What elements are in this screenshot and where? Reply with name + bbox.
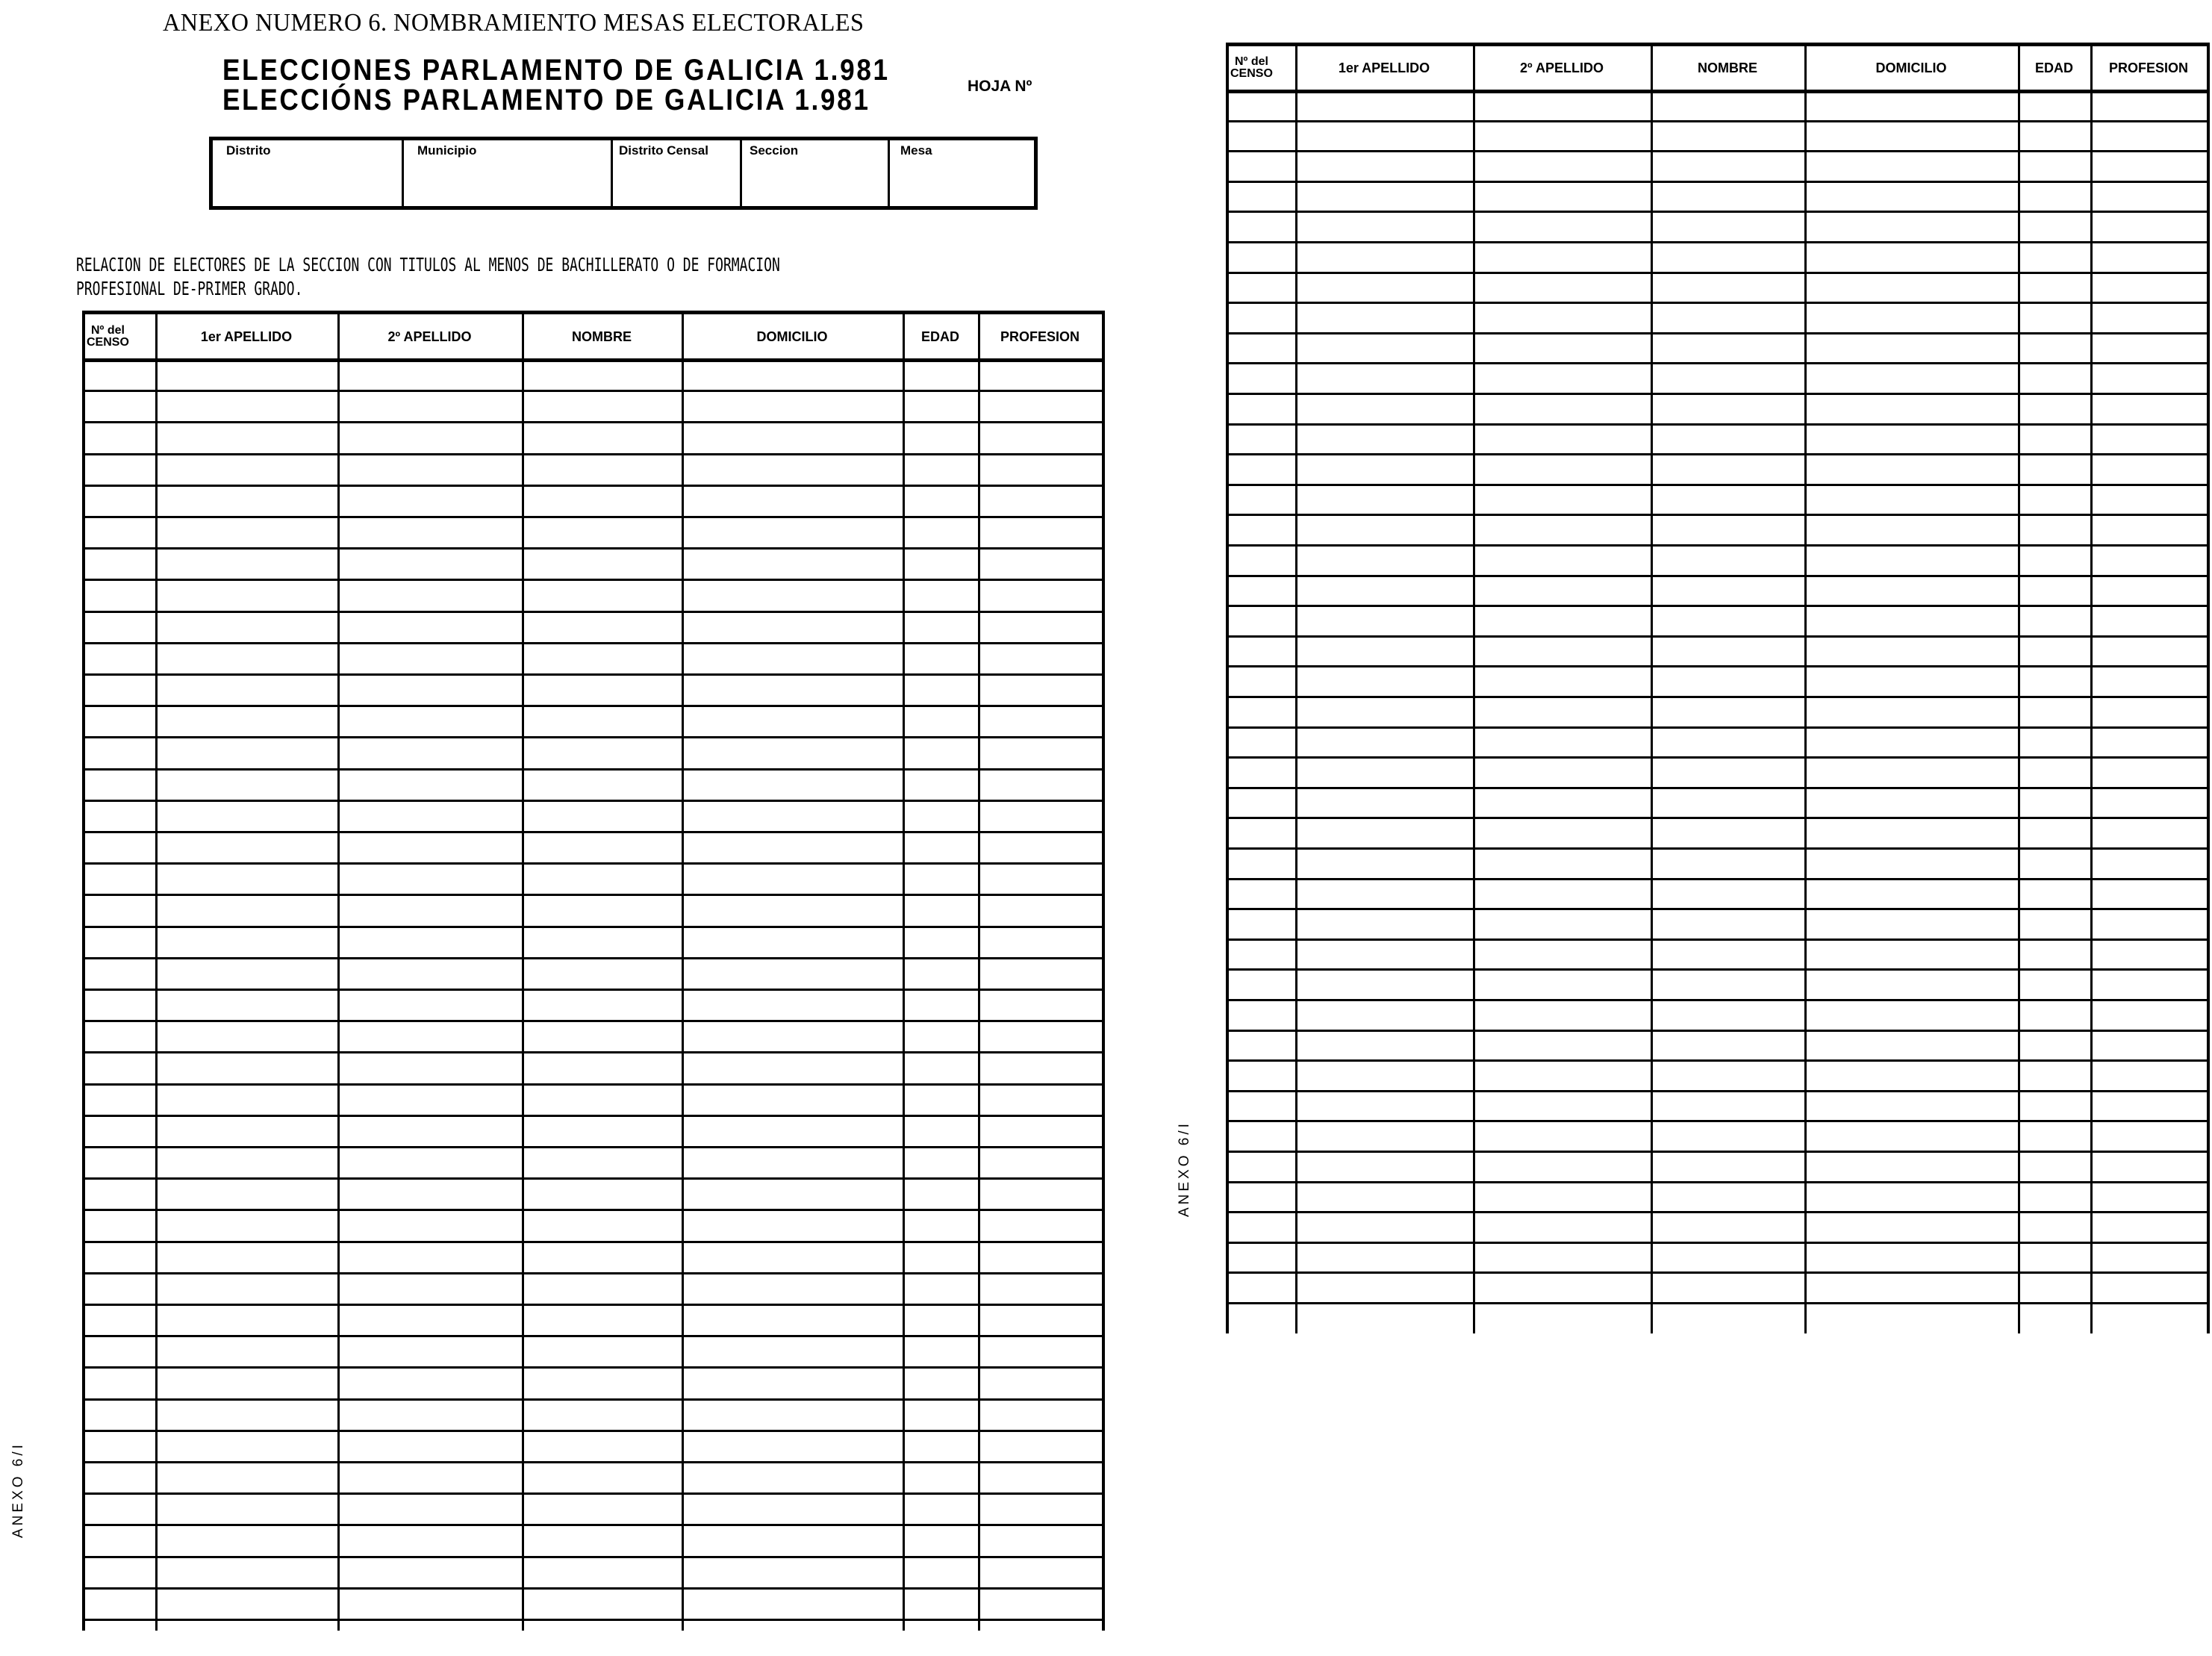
table-row[interactable] xyxy=(1226,608,2207,635)
table-row[interactable] xyxy=(82,1464,1102,1492)
table-row[interactable] xyxy=(1226,759,2207,787)
column-divider xyxy=(1102,311,1105,1631)
table-row-line xyxy=(82,390,1104,392)
table-row[interactable] xyxy=(1226,305,2207,332)
table-row-line xyxy=(1226,635,2209,638)
column-header: NOMBRE xyxy=(1698,60,1757,75)
table-row-line xyxy=(1226,150,2209,152)
table-row[interactable] xyxy=(82,1307,1102,1335)
table-row[interactable] xyxy=(82,645,1102,673)
table-row-line xyxy=(1226,575,2209,577)
column-header: EDAD xyxy=(2034,60,2073,75)
table-row[interactable] xyxy=(1226,1214,2207,1242)
table-row-line xyxy=(1226,1059,2209,1062)
table-row-line xyxy=(1226,938,2209,941)
table-row[interactable] xyxy=(1226,93,2207,120)
column-header: DOMICILIO xyxy=(1875,60,1947,75)
table-row-line xyxy=(82,1492,1104,1495)
table-row-line xyxy=(1226,999,2209,1001)
table-row-line xyxy=(82,1115,1104,1117)
table-row[interactable] xyxy=(82,834,1102,862)
table-row[interactable] xyxy=(1226,335,2207,363)
table-row[interactable] xyxy=(82,1275,1102,1304)
table-row-line xyxy=(82,1398,1104,1401)
table-row-line xyxy=(82,1083,1104,1086)
table-row-line xyxy=(82,1304,1104,1306)
table-row-line xyxy=(1226,241,2209,243)
table-row-line xyxy=(1226,1030,2209,1032)
column-header: DOMICILIO xyxy=(756,329,828,344)
table-row[interactable] xyxy=(1226,275,2207,302)
table-row-line xyxy=(82,453,1104,455)
table-row-line xyxy=(82,894,1104,896)
table-row[interactable] xyxy=(82,960,1102,989)
table-row[interactable] xyxy=(1226,517,2207,544)
table-row[interactable] xyxy=(82,488,1102,516)
annex-label-right: ANEXO 6/I xyxy=(1177,1121,1192,1217)
table-row-line xyxy=(1226,484,2209,486)
table-row[interactable] xyxy=(1226,1033,2207,1060)
table-row[interactable] xyxy=(82,1212,1102,1240)
table-row-line xyxy=(82,1272,1104,1274)
table-row[interactable] xyxy=(82,739,1102,768)
table-row[interactable] xyxy=(1226,1123,2207,1151)
table-row[interactable] xyxy=(82,1401,1102,1430)
table-row-line xyxy=(1226,817,2209,819)
table-row-line xyxy=(1226,423,2209,426)
table-row-line xyxy=(1226,272,2209,274)
table-row[interactable] xyxy=(82,676,1102,705)
table-row-line xyxy=(82,1209,1104,1211)
table-row-line xyxy=(1226,1151,2209,1153)
field-municipio[interactable]: Municipio xyxy=(404,140,613,206)
table-row[interactable] xyxy=(1226,426,2207,454)
column-header: 1er APELLIDO xyxy=(200,329,293,344)
table-row-line xyxy=(1226,1242,2209,1244)
table-row-line xyxy=(82,1366,1104,1369)
table-row[interactable] xyxy=(82,992,1102,1020)
table-row-line xyxy=(82,862,1104,865)
table-row[interactable] xyxy=(1226,396,2207,423)
table-row-line xyxy=(82,547,1104,550)
table-row-line xyxy=(82,611,1104,613)
table-row-line xyxy=(82,1020,1104,1022)
table-row[interactable] xyxy=(82,519,1102,547)
table-row-line xyxy=(1226,211,2209,213)
column-header: NOMBRE xyxy=(572,329,632,344)
annex-label-left: ANEXO 6/I xyxy=(10,1442,26,1538)
table-row-line xyxy=(1226,544,2209,547)
election-title-galician: ELECCIÓNS PARLAMENTO DE GALICIA 1.981 xyxy=(222,84,870,116)
table-row-line xyxy=(82,1177,1104,1180)
table-row[interactable] xyxy=(1226,941,2207,969)
table-row[interactable] xyxy=(1226,699,2207,726)
table-row-line xyxy=(82,1051,1104,1053)
table-row-line xyxy=(1226,514,2209,516)
table-row[interactable] xyxy=(82,614,1102,642)
table-row[interactable] xyxy=(1226,668,2207,696)
sheet-number-label: HOJA Nº xyxy=(968,78,1032,95)
column-header: 2º APELLIDO xyxy=(387,329,472,344)
table-row-line xyxy=(1226,787,2209,789)
table-row-line xyxy=(1226,847,2209,850)
table-row[interactable] xyxy=(82,456,1102,485)
table-row-line xyxy=(82,1461,1104,1463)
table-row-line xyxy=(82,989,1104,991)
description-line-1: RELACION DE ELECTORES DE LA SECCION CON TITULOS AL MENOS DE BACHILLERATO O DE FORMACION xyxy=(76,254,780,276)
table-row-line xyxy=(82,1335,1104,1337)
table-row-line xyxy=(82,421,1104,423)
table-row[interactable] xyxy=(82,1369,1102,1398)
table-row-line xyxy=(1226,968,2209,971)
table-row-line xyxy=(82,673,1104,676)
table-row[interactable] xyxy=(1226,1093,2207,1121)
table-row-line xyxy=(82,485,1104,487)
table-row[interactable] xyxy=(1226,487,2207,514)
table-row-line xyxy=(82,705,1104,707)
table-row[interactable] xyxy=(82,393,1102,421)
table-row[interactable] xyxy=(82,1180,1102,1209)
description-line-2: PROFESIONAL DE-PRIMER GRADO. xyxy=(76,278,303,299)
table-row[interactable] xyxy=(82,1590,1102,1619)
column-header: 1er APELLIDO xyxy=(1338,60,1430,75)
table-row-line xyxy=(82,1524,1104,1526)
table-row[interactable] xyxy=(82,771,1102,800)
field-seccion[interactable]: Seccion xyxy=(742,140,890,206)
table-row-line xyxy=(82,957,1104,959)
annex-title: ANEXO NUMERO 6. NOMBRAMIENTO MESAS ELECTORALES xyxy=(163,9,864,37)
table-row[interactable] xyxy=(82,582,1102,610)
table-row[interactable] xyxy=(1226,123,2207,151)
table-row-line xyxy=(82,1587,1104,1590)
table-row-line xyxy=(1226,756,2209,759)
column-header: EDAD xyxy=(920,329,959,344)
table-row-line xyxy=(82,800,1104,802)
table-row-line xyxy=(82,642,1104,644)
table-row[interactable] xyxy=(82,929,1102,957)
table-row-line xyxy=(1226,665,2209,667)
table-row[interactable] xyxy=(1226,1245,2207,1272)
table-row-line xyxy=(1226,1271,2209,1274)
table-row-line xyxy=(1226,393,2209,395)
column-header: 2º APELLIDO xyxy=(1520,60,1604,75)
column-header: Nº del CENSO xyxy=(87,323,129,349)
table-row[interactable] xyxy=(1226,214,2207,241)
table-row-line xyxy=(1226,1120,2209,1122)
table-row[interactable] xyxy=(82,361,1102,390)
table-row[interactable] xyxy=(1226,1274,2207,1302)
table-row[interactable] xyxy=(1226,456,2207,484)
table-row-line xyxy=(82,1556,1104,1558)
table-row[interactable] xyxy=(82,1495,1102,1524)
table-row[interactable] xyxy=(82,1559,1102,1587)
table-row-line xyxy=(82,1146,1104,1148)
table-row[interactable] xyxy=(82,897,1102,925)
table-row[interactable] xyxy=(1226,881,2207,909)
table-row[interactable] xyxy=(1226,1184,2207,1212)
table-row[interactable] xyxy=(1226,820,2207,847)
column-header: PROFESION xyxy=(2108,60,2188,75)
table-row[interactable] xyxy=(1226,184,2207,211)
table-row[interactable] xyxy=(1226,971,2207,999)
table-row-line xyxy=(82,1241,1104,1243)
table-row-line xyxy=(82,768,1104,771)
column-divider xyxy=(2207,43,2210,1333)
table-row-line xyxy=(1226,908,2209,910)
table-row-line xyxy=(1226,1181,2209,1183)
table-row[interactable] xyxy=(82,1086,1102,1115)
table-row-line xyxy=(1226,878,2209,880)
table-row[interactable] xyxy=(82,1338,1102,1366)
table-row-line xyxy=(82,926,1104,928)
table-row-line xyxy=(1226,1302,2209,1304)
table-row-line xyxy=(1226,120,2209,122)
table-row-line xyxy=(1226,332,2209,334)
table-row-line xyxy=(1226,1211,2209,1213)
table-row[interactable] xyxy=(1226,729,2207,757)
table-row-line xyxy=(82,736,1104,738)
location-info-box xyxy=(209,137,1038,210)
table-row[interactable] xyxy=(1226,153,2207,181)
table-row[interactable] xyxy=(1226,911,2207,938)
table-row[interactable] xyxy=(1226,1002,2207,1030)
column-header: Nº del CENSO xyxy=(1230,55,1273,80)
table-row[interactable] xyxy=(1226,850,2207,878)
field-distrito[interactable]: Distrito xyxy=(213,140,404,206)
table-row-line xyxy=(1226,696,2209,698)
table-row[interactable] xyxy=(1226,638,2207,666)
field-distrito-censal[interactable]: Distrito Censal xyxy=(613,140,742,206)
table-row-line xyxy=(1226,181,2209,183)
table-row[interactable] xyxy=(82,1054,1102,1083)
table-row[interactable] xyxy=(82,1023,1102,1051)
table-row[interactable] xyxy=(82,1433,1102,1461)
table-row[interactable] xyxy=(82,1244,1102,1272)
table-row-line xyxy=(1226,362,2209,364)
table-row[interactable] xyxy=(82,1118,1102,1146)
table-row[interactable] xyxy=(82,865,1102,894)
table-row[interactable] xyxy=(1226,547,2207,575)
table-row-line xyxy=(82,516,1104,518)
table-row[interactable] xyxy=(1226,244,2207,272)
table-row-line xyxy=(1226,1090,2209,1092)
table-row-line xyxy=(1226,605,2209,607)
table-row[interactable] xyxy=(1226,1062,2207,1090)
table-row-line xyxy=(82,579,1104,581)
table-row[interactable] xyxy=(1226,578,2207,606)
table-row[interactable] xyxy=(82,803,1102,831)
table-row-line xyxy=(82,1430,1104,1432)
table-row-line xyxy=(1226,302,2209,304)
table-row[interactable] xyxy=(82,550,1102,579)
table-row[interactable] xyxy=(1226,1154,2207,1181)
table-row[interactable] xyxy=(82,424,1102,452)
table-row-line xyxy=(82,1619,1104,1621)
table-row[interactable] xyxy=(1226,790,2207,818)
table-row-line xyxy=(1226,453,2209,455)
table-row[interactable] xyxy=(82,708,1102,736)
table-row[interactable] xyxy=(82,1527,1102,1555)
field-mesa[interactable]: Mesa xyxy=(900,143,932,158)
table-row[interactable] xyxy=(1226,365,2207,393)
table-row-line xyxy=(82,831,1104,833)
election-title-spanish: ELECCIONES PARLAMENTO DE GALICIA 1.981 xyxy=(222,54,890,87)
table-row-line xyxy=(1226,726,2209,729)
table-row[interactable] xyxy=(82,1149,1102,1177)
column-header: PROFESION xyxy=(1000,329,1079,344)
